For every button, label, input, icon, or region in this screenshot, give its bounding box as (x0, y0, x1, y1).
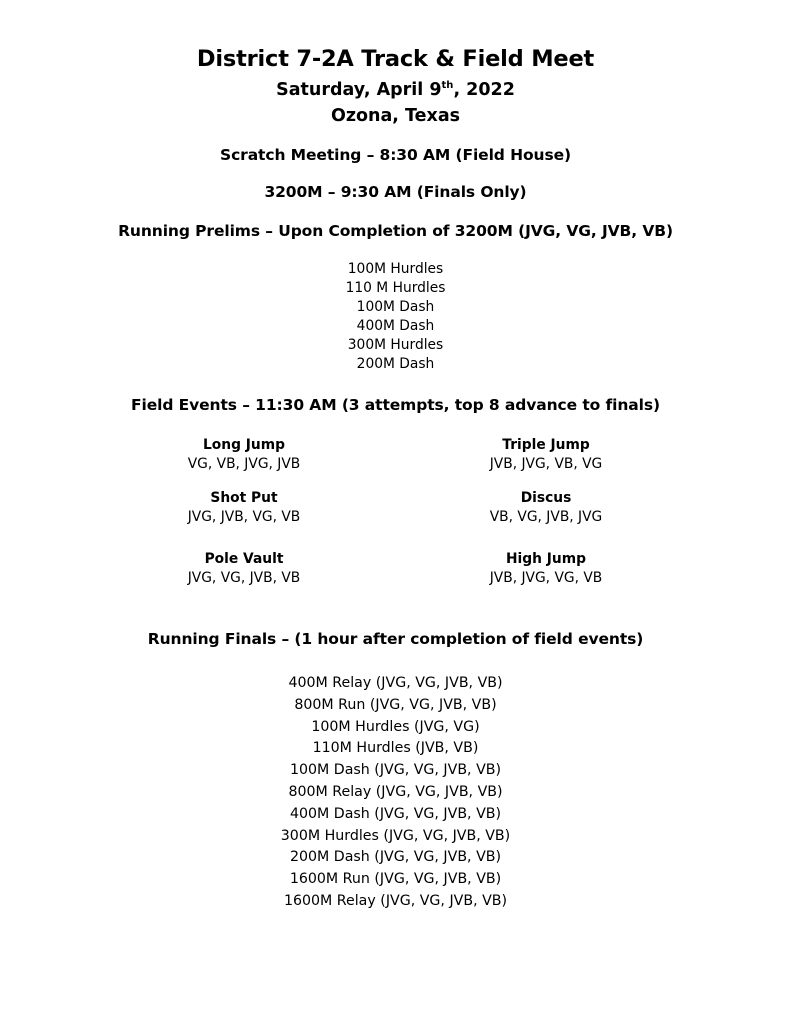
list-item: 110M Hurdles (JVB, VB) (312, 740, 479, 757)
field-events-heading: Field Events – 11:30 AM (3 attempts, top 8 advance to finals) (131, 396, 660, 414)
list-item: 1600M Run (JVG, VG, JVB, VB) (289, 871, 502, 888)
field-event-name: Shot Put (210, 490, 278, 506)
field-event-order: VB, VG, JVB, JVG (489, 509, 603, 525)
field-event-name: Pole Vault (204, 551, 284, 567)
list-item: 110 M Hurdles (345, 280, 446, 297)
list-item: 200M Dash (JVG, VG, JVB, VB) (289, 849, 502, 866)
list-item: 1600M Relay (JVG, VG, JVB, VB) (283, 892, 508, 909)
list-item: 100M Dash (356, 299, 435, 316)
list-item: 300M Hurdles (JVG, VG, JVB, VB) (280, 827, 511, 844)
field-event-name: Triple Jump (502, 437, 590, 453)
field-event-high-jump (396, 550, 696, 588)
running-prelims-heading: Running Prelims – Upon Completion of 3200M (JVG, VG, JVB, VB) (118, 222, 673, 240)
list-item: 100M Hurdles (347, 261, 444, 277)
running-finals-heading: Running Finals – (1 hour after completion of field events) (147, 630, 644, 648)
date-suffix: , 2022 (453, 80, 515, 100)
field-event-name: Discus (520, 490, 572, 506)
page-title: District 7-2A Track & Field Meet (196, 46, 595, 72)
list-item: 400M Dash (356, 318, 435, 335)
field-event-order: JVB, JVG, VB, VG (489, 456, 603, 472)
scratch-meeting-heading: Scratch Meeting – 8:30 AM (Field House) (220, 146, 571, 164)
field-event-order: JVB, JVG, VG, VB (489, 570, 603, 586)
field-event-shot-put (94, 489, 394, 527)
meet-location: Ozona, Texas (330, 106, 461, 126)
field-event-discus (396, 489, 696, 527)
list-item: 800M Run (JVG, VG, JVB, VB) (294, 696, 497, 713)
field-event-name: High Jump (506, 551, 586, 567)
field-event-order: JVG, JVB, VG, VB (187, 509, 301, 525)
field-event-pole-vault (94, 550, 394, 588)
list-item: 100M Hurdles (JVG, VG) (311, 718, 480, 735)
finals-event-list (0, 673, 791, 913)
meet-date (0, 80, 791, 100)
list-item: 800M Relay (JVG, VG, JVB, VB) (288, 783, 503, 800)
date-superscript: th (441, 80, 454, 92)
list-item: 200M Dash (356, 356, 435, 373)
field-event-order: JVG, VG, JVB, VB (187, 570, 301, 586)
date-prefix: Saturday, April 9 (276, 80, 442, 100)
list-item: 400M Relay (JVG, VG, JVB, VB) (288, 675, 503, 691)
list-item: 100M Dash (JVG, VG, JVB, VB) (289, 762, 502, 779)
run-3200-heading: 3200M – 9:30 AM (Finals Only) (264, 183, 527, 201)
field-event-order: VG, VB, JVG, JVB (187, 456, 301, 472)
field-event-triple-jump (396, 436, 696, 474)
list-item: 300M Hurdles (347, 337, 444, 354)
field-event-name: Long Jump (203, 437, 285, 453)
field-event-long-jump (94, 436, 394, 474)
prelims-event-list (0, 260, 791, 375)
list-item: 400M Dash (JVG, VG, JVB, VB) (289, 805, 502, 822)
